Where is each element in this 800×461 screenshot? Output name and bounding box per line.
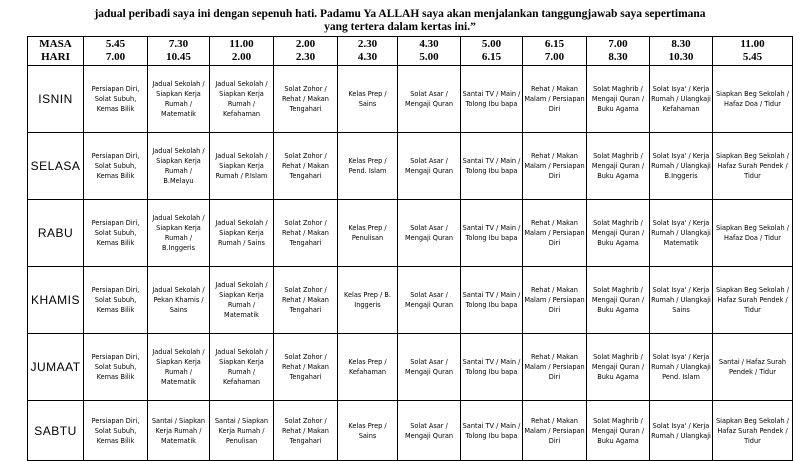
- activity-cell: Jadual Sekolah / Pekan Khamis / Sains: [148, 267, 210, 334]
- time-header: [713, 37, 793, 66]
- activity-cell: Solat Zohor / Rehat / Makan Tengahari: [274, 200, 338, 267]
- activity-cell: Persiapan Diri, Solat Subuh, Kemas Bilik: [84, 133, 148, 200]
- schedule-table: [27, 36, 793, 461]
- activity-cell: Solat Maghrib / Mengaji Quran / Buku Agama: [587, 200, 650, 267]
- activity-cell: Jadual Sekolah / Siapkan Kerja Rumah / P.Islam: [210, 133, 274, 200]
- activity-cell: Kelas Prep / Sains: [338, 66, 398, 133]
- time-start: 6.15: [544, 38, 565, 50]
- day-label: SELASA: [28, 133, 84, 200]
- activity-cell: Solat Maghrib / Mengaji Quran / Buku Agama: [587, 401, 650, 461]
- intro-line-2: jadual peribadi saya ini dengan sepenuh hati. Padamu Ya ALLAH saya akan menjalankan tanggungjawab saya sepertimana: [94, 8, 706, 20]
- time-start: 5.00: [481, 38, 502, 50]
- time-header: [587, 37, 650, 66]
- activity-cell: Jadual Sekolah / Siapkan Kerja Rumah / Kefahaman: [210, 66, 274, 133]
- activity-cell: Solat Asar / Mengaji Quran: [398, 200, 461, 267]
- activity-cell: Jadual Sekolah / Siapkan Kerja Rumah / B.Melayu: [148, 133, 210, 200]
- activity-cell: Solat Maghrib / Mengaji Quran / Buku Agama: [587, 267, 650, 334]
- time-end: 2.30: [295, 51, 316, 63]
- time-header: [338, 37, 398, 66]
- time-start: 2.30: [357, 38, 378, 50]
- activity-cell: Jadual Sekolah / Siapkan Kerja Rumah / B.Inggeris: [148, 200, 210, 267]
- activity-cell: Solat Zohor / Rehat / Makan Tengahari: [274, 334, 338, 401]
- activity-cell: Siapkan Beg Sekolah / Hafaz Doa / Tidur: [713, 66, 793, 133]
- activity-cell: Solat Maghrib / Mengaji Quran / Buku Agama: [587, 133, 650, 200]
- time-end: 4.30: [357, 51, 378, 63]
- corner-hari: HARI: [41, 51, 70, 63]
- activity-cell: Rehat / Makan Malam / Persiapan Diri: [523, 133, 587, 200]
- time-end: 5.00: [419, 51, 439, 63]
- activity-cell: Solat Isya' / Kerja Rumah / Ulangkaji B.Inggeris: [650, 133, 713, 200]
- time-start: 7.30: [168, 38, 189, 50]
- activity-cell: Solat Asar / Mengaji Quran: [398, 133, 461, 200]
- activity-cell: Rehat / Makan Malam / Persiapan Diri: [523, 200, 587, 267]
- activity-cell: Solat Zohor / Rehat / Makan Tengahari: [274, 133, 338, 200]
- activity-cell: Jadual Sekolah / Siapkan Kerja Rumah / Matematik: [210, 267, 274, 334]
- day-label: SABTU: [28, 401, 84, 461]
- activity-cell: Persiapan Diri, Solat Subuh, Kemas Bilik: [84, 267, 148, 334]
- time-end: 7.00: [105, 51, 126, 63]
- activity-cell: Santai / Hafaz Surah Pendek / Tidur: [713, 334, 793, 401]
- activity-cell: Solat Maghrib / Mengaji Quran / Buku Agama: [587, 334, 650, 401]
- activity-cell: Siapkan Beg Sekolah / Hafaz Doa / Tidur: [713, 200, 793, 267]
- activity-cell: Rehat / Makan Malam / Persiapan Diri: [523, 401, 587, 461]
- time-start: 11.00: [740, 38, 765, 50]
- time-start: 8.30: [671, 38, 691, 50]
- activity-cell: Santai TV / Main / Tolong Ibu bapa: [461, 133, 523, 200]
- activity-cell: Persiapan Diri, Solat Subuh, Kemas Bilik: [84, 334, 148, 401]
- day-label: KHAMIS: [28, 267, 84, 334]
- time-start: 7.00: [608, 38, 628, 50]
- time-header: [274, 37, 338, 66]
- activity-cell: Santai TV / Main / Tolong Ibu bapa: [461, 334, 523, 401]
- activity-cell: Rehat / Makan Malam / Persiapan Diri: [523, 66, 587, 133]
- activity-cell: Santai TV / Main / Tolong Ibu bapa: [461, 66, 523, 133]
- time-start: 5.45: [105, 38, 126, 50]
- activity-cell: Santai TV / Main / Tolong Ibu bapa: [461, 200, 523, 267]
- activity-cell: Solat Isya' / Kerja Rumah / Ulangkaji: [650, 401, 713, 461]
- schedule-body: [28, 66, 793, 461]
- activity-cell: Jadual Sekolah / Siapkan Kerja Rumah / Kefahaman: [210, 334, 274, 401]
- activity-cell: Solat Zohor / Rehat / Makan Tengahari: [274, 401, 338, 461]
- time-end: 6.15: [481, 51, 502, 63]
- time-end: 7.00: [544, 51, 565, 63]
- activity-cell: Persiapan Diri, Solat Subuh, Kemas Bilik: [84, 200, 148, 267]
- time-end: 8.30: [608, 51, 628, 63]
- time-start: 11.00: [229, 38, 254, 50]
- corner-masa: MASA: [39, 38, 72, 50]
- activity-cell: Solat Asar / Mengaji Quran: [398, 66, 461, 133]
- table-row: [28, 401, 793, 461]
- corner-header: [28, 37, 84, 66]
- activity-cell: Solat Isya' / Kerja Rumah / Ulangkaji Kefahaman: [650, 66, 713, 133]
- activity-cell: Solat Asar / Mengaji Quran: [398, 267, 461, 334]
- time-header: [650, 37, 713, 66]
- day-label: ISNIN: [28, 66, 84, 133]
- time-header: [210, 37, 274, 66]
- header-row: [28, 37, 793, 66]
- intro-line-3: yang tertera dalam kertas ini.”: [324, 21, 476, 33]
- activity-cell: Siapkan Beg Sekolah / Hafaz Surah Pendek / Tidur: [713, 267, 793, 334]
- activity-cell: Solat Zohor / Rehat / Makan Tengahari: [274, 267, 338, 334]
- activity-cell: Siapkan Beg Sekolah / Hafaz Surah Pendek / Tidur: [713, 133, 793, 200]
- activity-cell: Solat Zohor / Rehat / Makan Tengahari: [274, 66, 338, 133]
- activity-cell: Santai TV / Main / Tolong Ibu bapa: [461, 267, 523, 334]
- time-header: [523, 37, 587, 66]
- activity-cell: Solat Isya' / Kerja Rumah / Ulangkaji Pend. Islam: [650, 334, 713, 401]
- time-header: [84, 37, 148, 66]
- activity-cell: Jadual Sekolah / Siapkan Kerja Rumah / Sains: [210, 200, 274, 267]
- time-header: [148, 37, 210, 66]
- activity-cell: Solat Asar / Mengaji Quran: [398, 334, 461, 401]
- activity-cell: Kelas Prep / Pend. Islam: [338, 133, 398, 200]
- time-end: 2.00: [231, 51, 252, 63]
- activity-cell: Kelas Prep / B. Inggeris: [338, 267, 398, 334]
- activity-cell: Rehat / Makan Malam / Persiapan Diri: [523, 267, 587, 334]
- activity-cell: Kelas Prep / Penulisan: [338, 200, 398, 267]
- activity-cell: Solat Maghrib / Mengaji Quran / Buku Agama: [587, 66, 650, 133]
- activity-cell: Rehat / Makan Malam / Persiapan Diri: [523, 334, 587, 401]
- activity-cell: Solat Isya' / Kerja Rumah / Ulangkaji Sains: [650, 267, 713, 334]
- activity-cell: Persiapan Diri, Solat Subuh, Kemas Bilik: [84, 66, 148, 133]
- day-label: JUMAAT: [28, 334, 84, 401]
- table-row: [28, 334, 793, 401]
- table-row: [28, 200, 793, 267]
- activity-cell: Solat Asar / Mengaji Quran: [398, 401, 461, 461]
- time-start: 4.30: [419, 38, 439, 50]
- activity-cell: Kelas Prep / Sains: [338, 401, 398, 461]
- activity-cell: Siapkan Beg Sekolah / Hafaz Surah Pendek / Tidur: [713, 401, 793, 461]
- activity-cell: Kelas Prep / Kefahaman: [338, 334, 398, 401]
- activity-cell: Santai / Siapkan Kerja Rumah / Penulisan: [210, 401, 274, 461]
- table-row: [28, 66, 793, 133]
- activity-cell: Jadual Sekolah / Siapkan Kerja Rumah / Matematik: [148, 66, 210, 133]
- day-label: RABU: [28, 200, 84, 267]
- time-end: 10.30: [668, 51, 694, 63]
- activity-cell: Persiapan Diri, Solat Subuh, Kemas Bilik: [84, 401, 148, 461]
- time-end: 5.45: [742, 51, 763, 63]
- activity-cell: Jadual Sekolah / Siapkan Kerja Rumah / Matematik: [148, 334, 210, 401]
- table-row: [28, 267, 793, 334]
- table-row: [28, 133, 793, 200]
- time-header: [461, 37, 523, 66]
- activity-cell: Solat Isya' / Kerja Rumah / Ulangkaji Matematik: [650, 200, 713, 267]
- time-header: [398, 37, 461, 66]
- time-end: 10.45: [166, 51, 191, 63]
- time-start: 2.00: [295, 38, 316, 50]
- activity-cell: Santai / Siapkan Kerja Rumah / Matematik: [148, 401, 210, 461]
- activity-cell: Santai TV / Main / Tolong Ibu bapa: [461, 401, 523, 461]
